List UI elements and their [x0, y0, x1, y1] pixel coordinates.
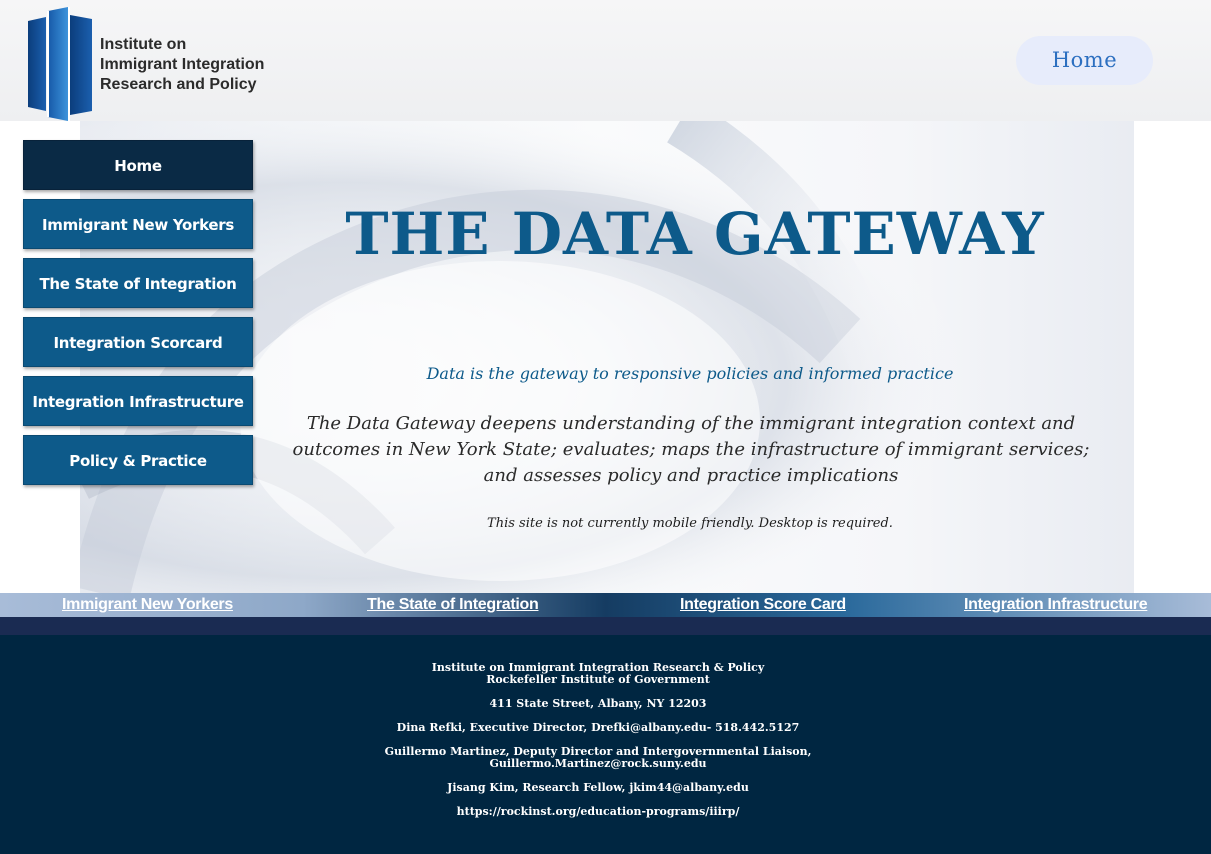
side-nav-policy-practice[interactable]: Policy & Practice: [23, 435, 253, 485]
bottom-link-immigrant-new-yorkers[interactable]: Immigrant New Yorkers: [62, 596, 233, 613]
side-nav-state-of-integration[interactable]: The State of Integration: [23, 258, 253, 308]
side-nav-immigrant-new-yorkers[interactable]: Immigrant New Yorkers: [23, 199, 253, 249]
footer-contact-fellow: Jisang Kim, Research Fellow, jkim44@albany.edu: [447, 781, 749, 794]
home-pill-button[interactable]: Home: [1016, 36, 1153, 85]
tagline: Data is the gateway to responsive policies and informed practice: [426, 364, 954, 383]
site-description: The Data Gateway deepens understanding of the immigrant integration context and outcomes in New York State; evaluates; maps the infrastructure of immigrant services; and assesses policy and practice implications: [292, 413, 1090, 486]
mobile-notice: This site is not currently mobile friendly. Desktop is required.: [487, 516, 893, 531]
logo-line-3: Research and Policy: [100, 76, 257, 93]
footer-divider: [0, 617, 1211, 635]
side-nav-integration-scorecard[interactable]: Integration Scorcard: [23, 317, 253, 367]
footer-url-link[interactable]: https://rockinst.org/education-programs/iiirp/: [456, 805, 740, 818]
logo-bars-icon: [26, 7, 94, 121]
institute-logo[interactable]: [26, 7, 296, 121]
side-nav-integration-infrastructure[interactable]: Integration Infrastructure: [23, 376, 253, 426]
logo-text: [100, 35, 264, 95]
page-title: THE DATA GATEWAY: [345, 200, 1045, 268]
bottom-link-state-of-integration[interactable]: The State of Integration: [367, 596, 539, 613]
bottom-link-strip: [0, 593, 1211, 617]
footer-contact-deputy-title: Guillermo Martinez, Deputy Director and Intergovernmental Liaison,: [384, 745, 812, 758]
bottom-link-integration-score-card[interactable]: Integration Score Card: [680, 596, 846, 613]
site-footer: [0, 635, 1211, 854]
side-nav-home[interactable]: Home: [23, 140, 253, 190]
logo-line-2: Immigrant Integration: [100, 56, 265, 73]
logo-line-1: Institute on: [100, 36, 187, 53]
bottom-link-integration-infrastructure[interactable]: Integration Infrastructure: [964, 596, 1148, 613]
footer-contact-deputy-email: Guillermo.Martinez@rock.suny.edu: [489, 757, 707, 770]
footer-address: 411 State Street, Albany, NY 12203: [489, 697, 707, 710]
site-header: [0, 0, 1211, 121]
footer-contact-director: Dina Refki, Executive Director, Drefki@albany.edu- 518.442.5127: [396, 721, 800, 734]
footer-org-parent: Rockefeller Institute of Government: [486, 673, 710, 686]
footer-org-name: Institute on Immigrant Integration Research & Policy: [431, 661, 765, 674]
side-navigation: [23, 140, 253, 494]
